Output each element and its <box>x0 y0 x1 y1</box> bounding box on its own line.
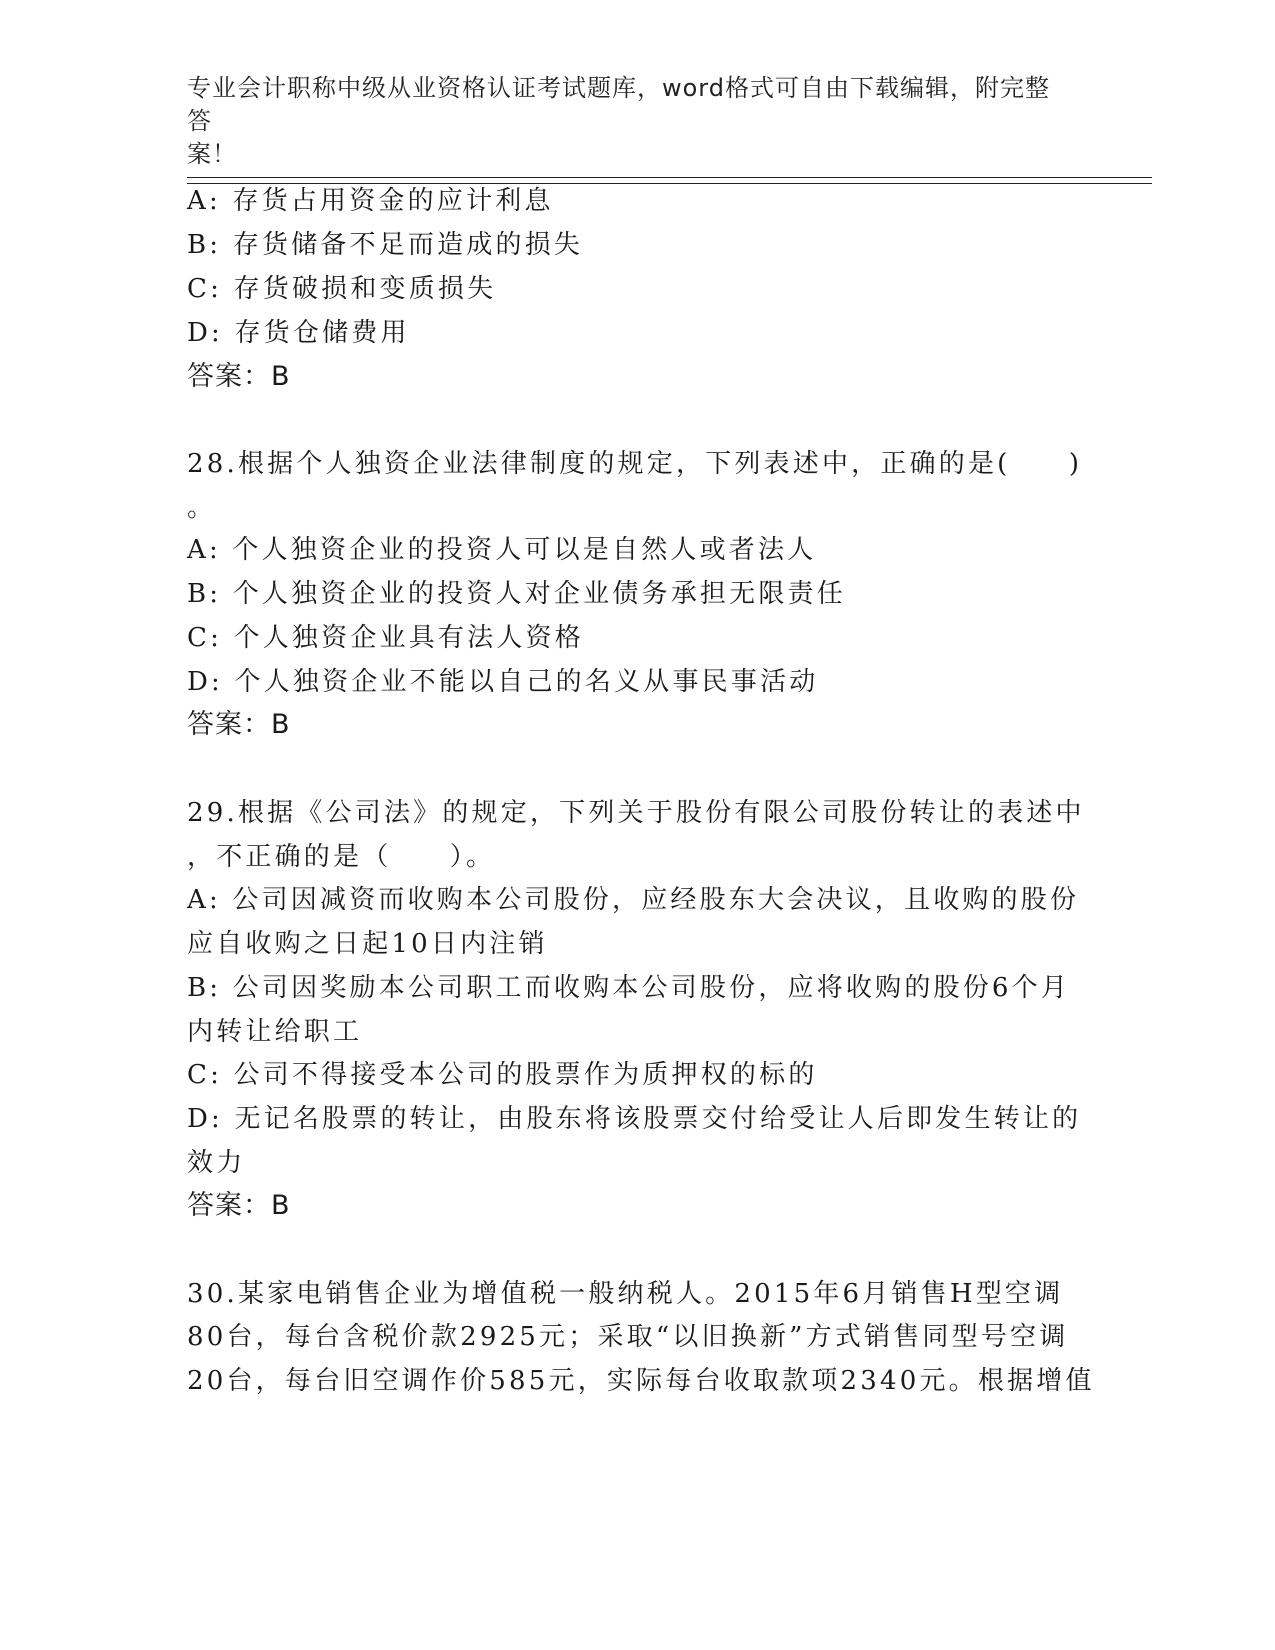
header-line-1: 专业会计职称中级从业资格认证考试题库，word格式可自由下载编辑，附完整答 <box>187 74 1050 135</box>
q30-stem-line-1: 30.某家电销售企业为增值税一般纳税人。2015年6月销售H型空调 <box>187 1279 1064 1309</box>
q30-stem-line-3: 20台，每台旧空调作价585元，实际每台收取款项2340元。根据增值 <box>187 1366 1095 1396</box>
header-divider-top <box>187 177 1152 178</box>
q29-option-d-line-1: D: 无记名股票的转让，由股东将该股票交付给受让人后即发生转让的 <box>187 1104 1082 1134</box>
q27-option-a: A: 存货占用资金的应计利息 <box>187 186 554 216</box>
q27-answer: 答案：B <box>187 361 291 392</box>
header-line-2: 案！ <box>187 140 237 168</box>
q29-answer: 答案：B <box>187 1190 291 1221</box>
q28-option-a: A: 个人独资企业的投资人可以是自然人或者法人 <box>187 535 817 565</box>
q28-answer: 答案：B <box>187 709 291 740</box>
page-header <box>187 72 1067 171</box>
q28-stem-line-1: 28.根据个人独资企业法律制度的规定，下列表述中，正确的是( ) <box>187 449 1083 479</box>
q28-option-c: C: 个人独资企业具有法人资格 <box>187 623 584 653</box>
q29-option-a-line-1: A: 公司因减资而收购本公司股份，应经股东大会决议，且收购的股份 <box>187 885 1080 915</box>
q29-option-d-line-2: 效力 <box>187 1148 246 1178</box>
q27-option-d: D: 存货仓储费用 <box>187 318 410 348</box>
q29-option-a-line-2: 应自收购之日起10日内注销 <box>187 929 548 959</box>
q29-option-b-line-2: 内转让给职工 <box>187 1017 363 1047</box>
q30-stem-line-2: 80台，每台含税价款2925元；采取“以旧换新”方式销售同型号空调 <box>187 1322 1069 1352</box>
q29-stem-line-1: 29.根据《公司法》的规定，下列关于股份有限公司股份转让的表述中 <box>187 798 1085 828</box>
q28-stem-line-2: 。 <box>187 493 217 523</box>
q27-option-b: B: 存货储备不足而造成的损失 <box>187 230 584 260</box>
q28-option-d: D: 个人独资企业不能以自己的名义从事民事活动 <box>187 667 819 697</box>
q29-option-c: C: 公司不得接受本公司的股票作为质押权的标的 <box>187 1060 818 1090</box>
q29-stem-line-2: ，不正确的是（ ）。 <box>187 842 496 872</box>
q27-option-c: C: 存货破损和变质损失 <box>187 274 497 304</box>
q28-option-b: B: 个人独资企业的投资人对企业债务承担无限责任 <box>187 579 846 609</box>
q29-option-b-line-1: B: 公司因奖励本公司职工而收购本公司股份，应将收购的股份6个月 <box>187 973 1071 1003</box>
